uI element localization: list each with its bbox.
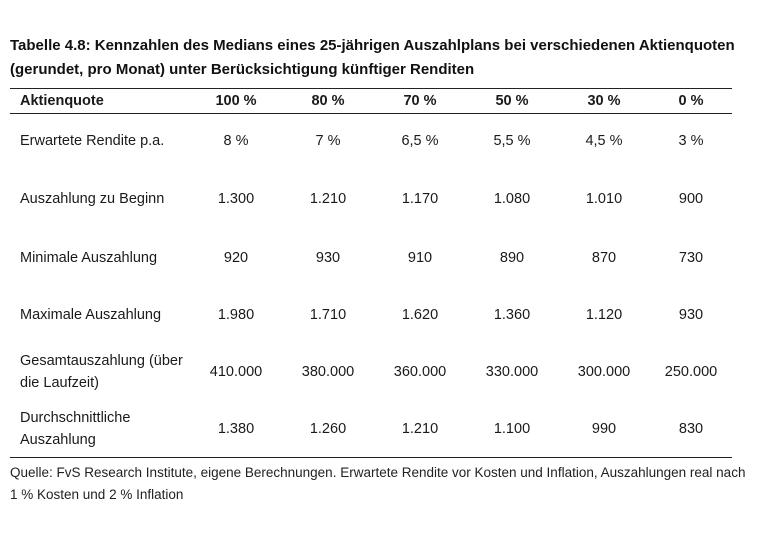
table-cell: 250.000 [664,364,718,380]
table-cell: 870 [591,250,617,266]
table-caption: Tabelle 4.8: Kennzahlen des Medians eines 25-jährigen Auszahlplans bei verschiedenen Aktienquoten (gerundet, pro Monat) unter Berücksichtigung künftiger Renditen [10,37,735,78]
table-cell: 1.010 [585,191,623,207]
row-label: Gesamtauszahlung (über die Laufzeit) [20,353,183,391]
row-label: Maximale Auszahlung [20,307,162,323]
data-table-container [10,88,732,458]
table-cell: 990 [558,401,650,458]
header-cell: 70 % [374,89,466,114]
table-cell: 1.980 [217,307,255,323]
table-cell: 1.080 [493,191,531,207]
table-cell: 7 % [315,133,341,150]
row-label: Minimale Auszahlung [20,250,158,266]
table-cell: 300.000 [577,364,631,380]
table-row [10,169,732,230]
row-label: Durchschnittliche Auszahlung [10,401,190,458]
table-cell: 1.300 [217,191,255,207]
row-label: Erwartete Rendite p.a. [20,133,165,150]
table-cell: 1.380 [190,401,282,458]
table-cell: 1.360 [493,307,531,323]
table-cell: 1.210 [309,191,347,207]
table-cell: 910 [407,250,433,266]
table-cell: 1.210 [374,401,466,458]
table-cell: 5,5 % [493,133,531,150]
header-cell: 50 % [466,89,558,114]
table-row [10,230,732,287]
table-cell: 8 % [223,133,249,150]
table-cell: 920 [223,250,249,266]
table-cell: 930 [315,250,341,266]
table-body [10,114,732,458]
table-cell: 730 [678,250,704,266]
table-cell: 1.260 [282,401,374,458]
table-cell: 900 [678,191,704,207]
table-cell: 1.170 [401,191,439,207]
table-cell: 3 % [678,133,704,150]
header-cell: 80 % [282,89,374,114]
table-cell: 1.120 [585,307,623,323]
header-cell: 0 % [650,89,732,114]
table-cell: 330.000 [485,364,539,380]
table-cell: 1.710 [309,307,347,323]
table-cell: 380.000 [301,364,355,380]
source-note: Quelle: FvS Research Institute, eigene Berechnungen. Erwartete Rendite vor Kosten und Inflation, Auszahlungen real nach 1 % Kosten und 2 % Inflation [10,465,746,502]
header-cell: 100 % [190,89,282,114]
table-cell: 4,5 % [585,133,623,150]
row-label: Auszahlung zu Beginn [20,191,165,207]
header-cell: Aktienquote [10,89,190,114]
table-row [10,114,732,169]
table-cell: 890 [499,250,525,266]
table-cell: 360.000 [393,364,447,380]
table-cell: 410.000 [209,364,263,380]
table-cell: 1.100 [466,401,558,458]
header-row [10,89,732,114]
header-cell: 30 % [558,89,650,114]
table-cell: 930 [678,307,704,323]
table-header [10,89,732,114]
table-cell: 830 [650,401,732,458]
table-row [10,287,732,344]
table-cell: 6,5 % [401,133,439,150]
table-row [10,344,732,401]
table-row [10,401,732,458]
table-cell: 1.620 [401,307,439,323]
data-table [10,88,732,458]
